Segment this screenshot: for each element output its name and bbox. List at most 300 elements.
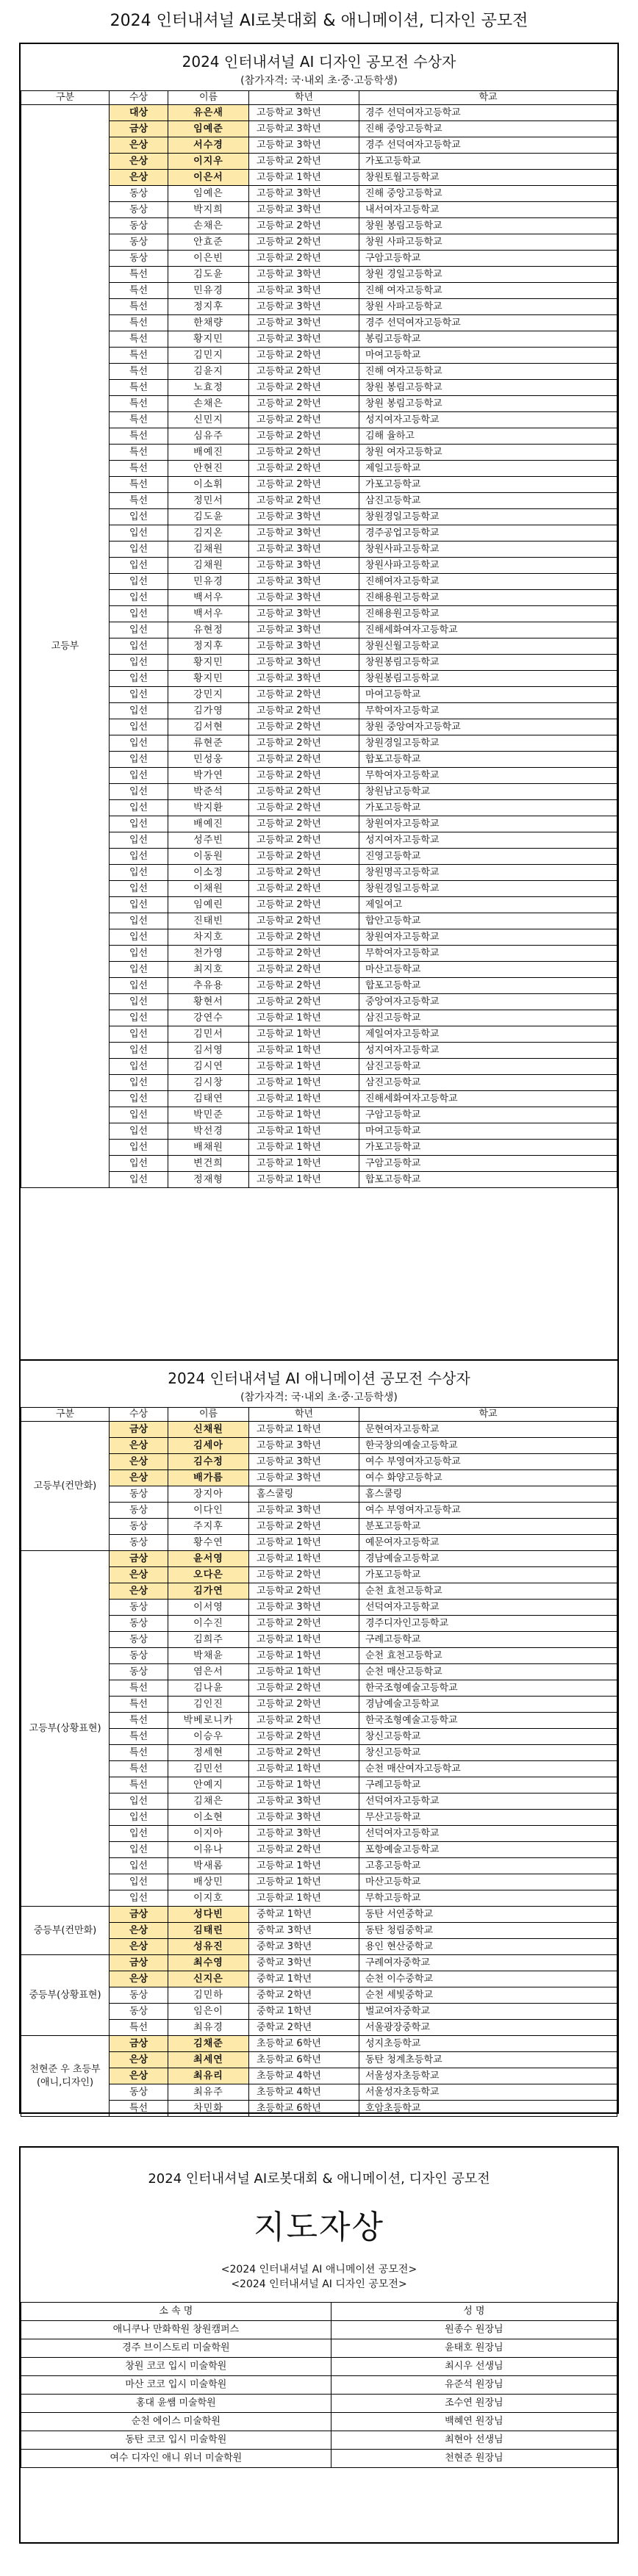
instructor-award-heading: 지도자상 [253, 2209, 384, 2246]
table-row [21, 283, 617, 299]
grade-cell: 중학교 1학년 [249, 1907, 359, 1923]
school-cell: 가포고등학교 [359, 1140, 617, 1156]
grade-cell: 고등학교 3학년 [249, 315, 359, 331]
name-cell: 심유주 [168, 428, 249, 445]
section-title: 2024 인터내셔널 AI 디자인 공모전 수상자 [182, 53, 456, 71]
school-cell: 마산고등학교 [359, 1874, 617, 1890]
name-cell: 염은서 [168, 1664, 249, 1680]
org-cell: 애니쿠나 만화학원 창원캠퍼스 [21, 2321, 331, 2339]
grade-cell: 고등학교 1학년 [249, 1422, 359, 1438]
school-cell: 경주디자인고등학교 [359, 1616, 617, 1632]
school-cell: 동탄 청계초등학교 [359, 2052, 617, 2068]
school-cell: 중앙여자고등학교 [359, 994, 617, 1010]
table-row [21, 1890, 617, 1907]
grade-cell: 고등학교 1학년 [249, 1140, 359, 1156]
grade-cell: 고등학교 2학년 [249, 380, 359, 396]
header-award: 수상 [110, 91, 168, 105]
name-cell: 김나윤 [168, 1680, 249, 1697]
grade-cell: 고등학교 2학년 [249, 1519, 359, 1535]
grade-cell: 고등학교 1학년 [249, 1648, 359, 1664]
table-row [21, 719, 617, 735]
award-cell: 금상 [110, 2036, 168, 2052]
award-cell: 은상 [110, 1567, 168, 1583]
table-row [21, 493, 617, 509]
school-cell: 가포고등학교 [359, 1567, 617, 1583]
table-row [21, 994, 617, 1010]
school-cell: 창원여자고등학교 [359, 929, 617, 946]
award-cell: 동상 [110, 251, 168, 267]
table-row [21, 1043, 617, 1059]
school-cell: 구례고등학교 [359, 1777, 617, 1794]
school-cell: 창원봉림고등학교 [359, 655, 617, 671]
award-cell: 은상 [110, 2068, 168, 2084]
table-row [21, 687, 617, 703]
table-row [21, 1794, 617, 1810]
school-cell: 제일여고 [359, 897, 617, 913]
grade-cell: 고등학교 2학년 [249, 768, 359, 784]
table-row [21, 2376, 617, 2395]
grade-cell: 고등학교 3학년 [249, 1470, 359, 1486]
header-award: 수상 [110, 1408, 168, 1422]
name-cell: 황지민 [168, 331, 249, 348]
table-row [21, 1939, 617, 1955]
grade-cell: 고등학교 2학년 [249, 396, 359, 412]
table-row [21, 913, 617, 929]
grade-cell: 고등학교 3학년 [249, 655, 359, 671]
school-cell: 진해 여자고등학교 [359, 364, 617, 380]
table-row [21, 929, 617, 946]
award-cell: 동상 [110, 1486, 168, 1503]
award-cell: 입선 [110, 865, 168, 881]
school-cell: 합포고등학교 [359, 978, 617, 994]
name-cell: 김윤지 [168, 364, 249, 380]
grade-cell: 고등학교 3학년 [249, 671, 359, 687]
grade-cell: 고등학교 2학년 [249, 154, 359, 170]
name-cell: 신채원 [168, 1422, 249, 1438]
name-cell: 박새롬 [168, 1858, 249, 1874]
table-row [21, 364, 617, 380]
school-cell: 합포고등학교 [359, 1172, 617, 1188]
table-row [21, 1503, 617, 1519]
school-cell: 호암초등학교 [359, 2101, 617, 2117]
name-cell: 성유진 [168, 1939, 249, 1955]
table-row [21, 1745, 617, 1761]
school-cell: 합안고등학교 [359, 913, 617, 929]
award-cell: 동상 [110, 1664, 168, 1680]
table-row [21, 1761, 617, 1777]
table-row [21, 1874, 617, 1890]
name-cell: 차민화 [168, 2101, 249, 2117]
table-row [21, 2101, 617, 2117]
table-row [21, 1438, 617, 1454]
school-cell: 무산고등학교 [359, 1810, 617, 1826]
school-cell: 무학여자고등학교 [359, 946, 617, 962]
school-cell: 서울성자초등학교 [359, 2084, 617, 2101]
school-cell: 한국조형예술고등학교 [359, 1680, 617, 1697]
award-cell: 특선 [110, 2020, 168, 2036]
grade-cell: 고등학교 3학년 [249, 525, 359, 542]
award-cell: 특선 [110, 299, 168, 315]
school-cell: 포항예술고등학교 [359, 1842, 617, 1858]
table-row [21, 477, 617, 493]
name-cell: 김민선 [168, 1761, 249, 1777]
award-cell: 특선 [110, 364, 168, 380]
award-cell: 입선 [110, 978, 168, 994]
award-cell: 특선 [110, 315, 168, 331]
grade-cell: 고등학교 2학년 [249, 784, 359, 800]
award-cell: 동상 [110, 202, 168, 218]
table-row [21, 574, 617, 590]
name-cell: 이소정 [168, 865, 249, 881]
header-grade: 학년 [249, 91, 359, 105]
table-header [21, 1408, 617, 1422]
grade-cell: 고등학교 1학년 [249, 1123, 359, 1140]
grade-cell: 고등학교 2학년 [249, 735, 359, 752]
name-cell: 김민하 [168, 1987, 249, 2004]
table-row [21, 2052, 617, 2068]
name-cell: 정민서 [168, 493, 249, 509]
instructor-cell: 조수연 원장님 [331, 2395, 617, 2413]
table-row [21, 1729, 617, 1745]
name-cell: 정지후 [168, 299, 249, 315]
award-cell: 입선 [110, 1842, 168, 1858]
grade-cell: 고등학교 2학년 [249, 1616, 359, 1632]
name-cell: 배예진 [168, 816, 249, 832]
name-cell: 임예준 [168, 121, 249, 137]
award-cell: 동상 [110, 1987, 168, 2004]
award-cell: 은상 [110, 1454, 168, 1470]
school-cell: 선덕여자고등학교 [359, 1794, 617, 1810]
award-cell: 특선 [110, 477, 168, 493]
table-row [21, 315, 617, 331]
name-cell: 배상민 [168, 1874, 249, 1890]
table-row [21, 2358, 617, 2376]
school-cell: 창원경일고등학교 [359, 735, 617, 752]
award-cell: 특선 [110, 2101, 168, 2117]
school-cell: 순천 세빛중학교 [359, 1987, 617, 2004]
header-instructor: 성 명 [331, 2303, 617, 2321]
award-cell: 은상 [110, 1923, 168, 1939]
grade-cell: 고등학교 2학년 [249, 994, 359, 1010]
school-cell: 여수 화양고등학교 [359, 1470, 617, 1486]
grade-cell: 고등학교 2학년 [249, 493, 359, 509]
instructor-cell: 천현준 원장님 [331, 2450, 617, 2468]
name-cell: 김태린 [168, 1923, 249, 1939]
table-row [21, 542, 617, 558]
grade-cell: 고등학교 2학년 [249, 364, 359, 380]
table-row [21, 1172, 617, 1188]
table-row [21, 558, 617, 574]
award-cell: 입선 [110, 1810, 168, 1826]
award-cell: 입선 [110, 946, 168, 962]
school-cell: 무학여자고등학교 [359, 703, 617, 719]
award-cell: 입선 [110, 509, 168, 525]
table-row [21, 1600, 617, 1616]
name-cell: 안효준 [168, 234, 249, 251]
table-row [21, 186, 617, 202]
award-cell: 대상 [110, 105, 168, 121]
award-cell: 입선 [110, 1874, 168, 1890]
grade-cell: 고등학교 1학년 [249, 1026, 359, 1043]
table-row [21, 1858, 617, 1874]
name-cell: 류현준 [168, 735, 249, 752]
school-cell: 동탄 서연중학교 [359, 1907, 617, 1923]
award-cell: 입선 [110, 1123, 168, 1140]
award-cell: 입선 [110, 768, 168, 784]
name-cell: 손채은 [168, 396, 249, 412]
table-row [21, 655, 617, 671]
instructor-award-section [19, 2146, 619, 2544]
name-cell: 최수영 [168, 1955, 249, 1971]
table-row [21, 1422, 617, 1438]
grade-cell: 초등학교 4학년 [249, 2084, 359, 2101]
school-cell: 창원 중앙여자고등학교 [359, 719, 617, 735]
grade-cell: 고등학교 3학년 [249, 202, 359, 218]
award-cell: 입선 [110, 703, 168, 719]
table-row [21, 234, 617, 251]
award-cell: 입선 [110, 655, 168, 671]
table-row [21, 816, 617, 832]
name-cell: 임은이 [168, 2004, 249, 2020]
award-cell: 입선 [110, 1091, 168, 1107]
table-row [21, 1680, 617, 1697]
name-cell: 김채은 [168, 1794, 249, 1810]
name-cell: 신지은 [168, 1971, 249, 1987]
org-cell: 경주 브이스토리 미술학원 [21, 2339, 331, 2358]
grade-cell: 고등학교 1학년 [249, 1059, 359, 1075]
award-cell: 은상 [110, 2052, 168, 2068]
school-cell: 예문여자고등학교 [359, 1535, 617, 1551]
name-cell: 노효정 [168, 380, 249, 396]
table-row [21, 2431, 617, 2450]
name-cell: 박가연 [168, 768, 249, 784]
grade-cell: 고등학교 2학년 [249, 832, 359, 849]
award-cell: 입선 [110, 574, 168, 590]
table-row [21, 154, 617, 170]
grade-cell: 중학교 3학년 [249, 1939, 359, 1955]
school-cell: 경주 선덕여자고등학교 [359, 315, 617, 331]
award-cell: 동상 [110, 1648, 168, 1664]
award-cell: 특선 [110, 1761, 168, 1777]
award-cell: 입선 [110, 800, 168, 816]
table-row [21, 202, 617, 218]
grade-cell: 홈스쿨링 [249, 1486, 359, 1503]
table-row [21, 1713, 617, 1729]
name-cell: 김서영 [168, 1043, 249, 1059]
school-cell: 창원경일고등학교 [359, 509, 617, 525]
table-row [21, 768, 617, 784]
name-cell: 이은빈 [168, 251, 249, 267]
table-row [21, 590, 617, 606]
division-cell: 고등부(상황표현) [21, 1551, 110, 1907]
name-cell: 이지호 [168, 1890, 249, 1907]
grade-cell: 고등학교 2학년 [249, 251, 359, 267]
name-cell: 김시창 [168, 1075, 249, 1091]
school-cell: 경주 선덕여자고등학교 [359, 137, 617, 154]
award-cell: 은상 [110, 1971, 168, 1987]
instructor-cell: 최시우 선생님 [331, 2358, 617, 2376]
table-row [21, 865, 617, 881]
school-cell: 제일고등학교 [359, 461, 617, 477]
school-cell: 문현여자고등학교 [359, 1422, 617, 1438]
grade-cell: 고등학교 2학년 [249, 1842, 359, 1858]
table-row [21, 1648, 617, 1664]
name-cell: 김채원 [168, 558, 249, 574]
award-cell: 입선 [110, 1059, 168, 1075]
name-cell: 김시연 [168, 1059, 249, 1075]
table-row [21, 897, 617, 913]
table-row [21, 1123, 617, 1140]
table-row [21, 1616, 617, 1632]
table-row [21, 1470, 617, 1486]
school-cell: 순천 이수중학교 [359, 1971, 617, 1987]
award-cell: 은상 [110, 1939, 168, 1955]
table-row [21, 2036, 617, 2052]
org-cell: 홍대 윤쌤 미술학원 [21, 2395, 331, 2413]
name-cell: 강연수 [168, 1010, 249, 1026]
table-row [21, 638, 617, 655]
table-row [21, 1632, 617, 1648]
name-cell: 민유경 [168, 283, 249, 299]
table-row [21, 1535, 617, 1551]
table-row [21, 428, 617, 445]
table-row [21, 218, 617, 234]
name-cell: 추유용 [168, 978, 249, 994]
table-row [21, 1826, 617, 1842]
grade-cell: 고등학교 3학년 [249, 574, 359, 590]
school-cell: 무학고등학교 [359, 1890, 617, 1907]
grade-cell: 고등학교 2학년 [249, 428, 359, 445]
grade-cell: 고등학교 2학년 [249, 1745, 359, 1761]
section-subtitle: <2024 인터내셔널 AI 디자인 공모전> [231, 2278, 407, 2290]
section-subtitle: <2024 인터내셔널 AI 애니메이션 공모전> [221, 2264, 417, 2275]
school-cell: 진해여자고등학교 [359, 574, 617, 590]
name-cell: 이지아 [168, 1826, 249, 1842]
table-row [21, 1842, 617, 1858]
award-cell: 입선 [110, 752, 168, 768]
grade-cell: 고등학교 2학년 [249, 412, 359, 428]
school-cell: 김해 율하고 [359, 428, 617, 445]
division-cell: 중등부(컨만화) [21, 1907, 110, 1955]
school-cell: 고흥고등학교 [359, 1858, 617, 1874]
name-cell: 안예지 [168, 1777, 249, 1794]
award-cell: 동상 [110, 218, 168, 234]
grade-cell: 고등학교 2학년 [249, 1567, 359, 1583]
table-row [21, 1810, 617, 1826]
school-cell: 창원신월고등학교 [359, 638, 617, 655]
table-row [21, 1971, 617, 1987]
table-row [21, 267, 617, 283]
grade-cell: 고등학교 2학년 [249, 1729, 359, 1745]
award-cell: 은상 [110, 154, 168, 170]
award-cell: 특선 [110, 412, 168, 428]
school-cell: 순천 매산여자고등학교 [359, 1761, 617, 1777]
table-row [21, 1551, 617, 1567]
award-cell: 동상 [110, 2004, 168, 2020]
award-cell: 입선 [110, 832, 168, 849]
grade-cell: 고등학교 1학년 [249, 1874, 359, 1890]
name-cell: 이유나 [168, 1842, 249, 1858]
school-cell: 내서여자고등학교 [359, 202, 617, 218]
award-cell: 입선 [110, 1140, 168, 1156]
table-row [21, 1486, 617, 1503]
name-cell: 김인진 [168, 1697, 249, 1713]
school-cell: 삼진고등학교 [359, 1010, 617, 1026]
name-cell: 이수진 [168, 1616, 249, 1632]
award-cell: 입선 [110, 1890, 168, 1907]
grade-cell: 고등학교 3학년 [249, 1794, 359, 1810]
table-row [21, 1567, 617, 1583]
grade-cell: 고등학교 1학년 [249, 1632, 359, 1648]
name-cell: 박베로니카 [168, 1713, 249, 1729]
grade-cell: 고등학교 1학년 [249, 1156, 359, 1172]
school-cell: 창원남고등학교 [359, 784, 617, 800]
award-cell: 동상 [110, 1519, 168, 1535]
name-cell: 오다은 [168, 1567, 249, 1583]
school-cell: 삼진고등학교 [359, 1075, 617, 1091]
award-cell: 특선 [110, 1777, 168, 1794]
grade-cell: 고등학교 1학년 [249, 1043, 359, 1059]
header-division: 구분 [21, 1408, 110, 1422]
award-cell: 특선 [110, 396, 168, 412]
award-cell: 동상 [110, 1632, 168, 1648]
table-body [21, 1422, 617, 2117]
table-body [21, 2321, 617, 2468]
school-cell: 순천 매산고등학교 [359, 1664, 617, 1680]
school-cell: 순천 효천고등학교 [359, 1583, 617, 1600]
table-row [21, 1454, 617, 1470]
award-cell: 특선 [110, 348, 168, 364]
grade-cell: 고등학교 3학년 [249, 542, 359, 558]
name-cell: 김민지 [168, 348, 249, 364]
school-cell: 동탄 청림중학교 [359, 1923, 617, 1939]
section-title: 2024 인터내셔널 AI로봇대회 & 애니메이션, 디자인 공모전 [148, 2171, 490, 2187]
table-row [21, 1156, 617, 1172]
grade-cell: 고등학교 2학년 [249, 946, 359, 962]
table-row [21, 2395, 617, 2413]
table-row [21, 251, 617, 267]
name-cell: 황현서 [168, 994, 249, 1010]
table-row [21, 525, 617, 542]
table-row [21, 671, 617, 687]
name-cell: 강민지 [168, 687, 249, 703]
school-cell: 삼진고등학교 [359, 1059, 617, 1075]
table-row [21, 1519, 617, 1535]
award-cell: 입선 [110, 1172, 168, 1188]
school-cell: 창원 봉림고등학교 [359, 218, 617, 234]
grade-cell: 고등학교 1학년 [249, 1664, 359, 1680]
award-cell: 입선 [110, 849, 168, 865]
school-cell: 창원 여자고등학교 [359, 445, 617, 461]
school-cell: 여수 부영여자고등학교 [359, 1454, 617, 1470]
grade-cell: 고등학교 2학년 [249, 703, 359, 719]
name-cell: 배채원 [168, 1140, 249, 1156]
grade-cell: 고등학교 1학년 [249, 1172, 359, 1188]
school-cell: 합포고등학교 [359, 752, 617, 768]
school-cell: 창원토월고등학교 [359, 170, 617, 186]
award-cell: 특선 [110, 1729, 168, 1745]
table-row [21, 396, 617, 412]
school-cell: 창신고등학교 [359, 1745, 617, 1761]
award-cell: 특선 [110, 1745, 168, 1761]
school-cell: 창원여자고등학교 [359, 816, 617, 832]
school-cell: 용인 현산중학교 [359, 1939, 617, 1955]
table-row [21, 2004, 617, 2020]
school-cell: 창원명곡고등학교 [359, 865, 617, 881]
name-cell: 백서우 [168, 590, 249, 606]
name-cell: 이다인 [168, 1503, 249, 1519]
name-cell: 김채준 [168, 2036, 249, 2052]
